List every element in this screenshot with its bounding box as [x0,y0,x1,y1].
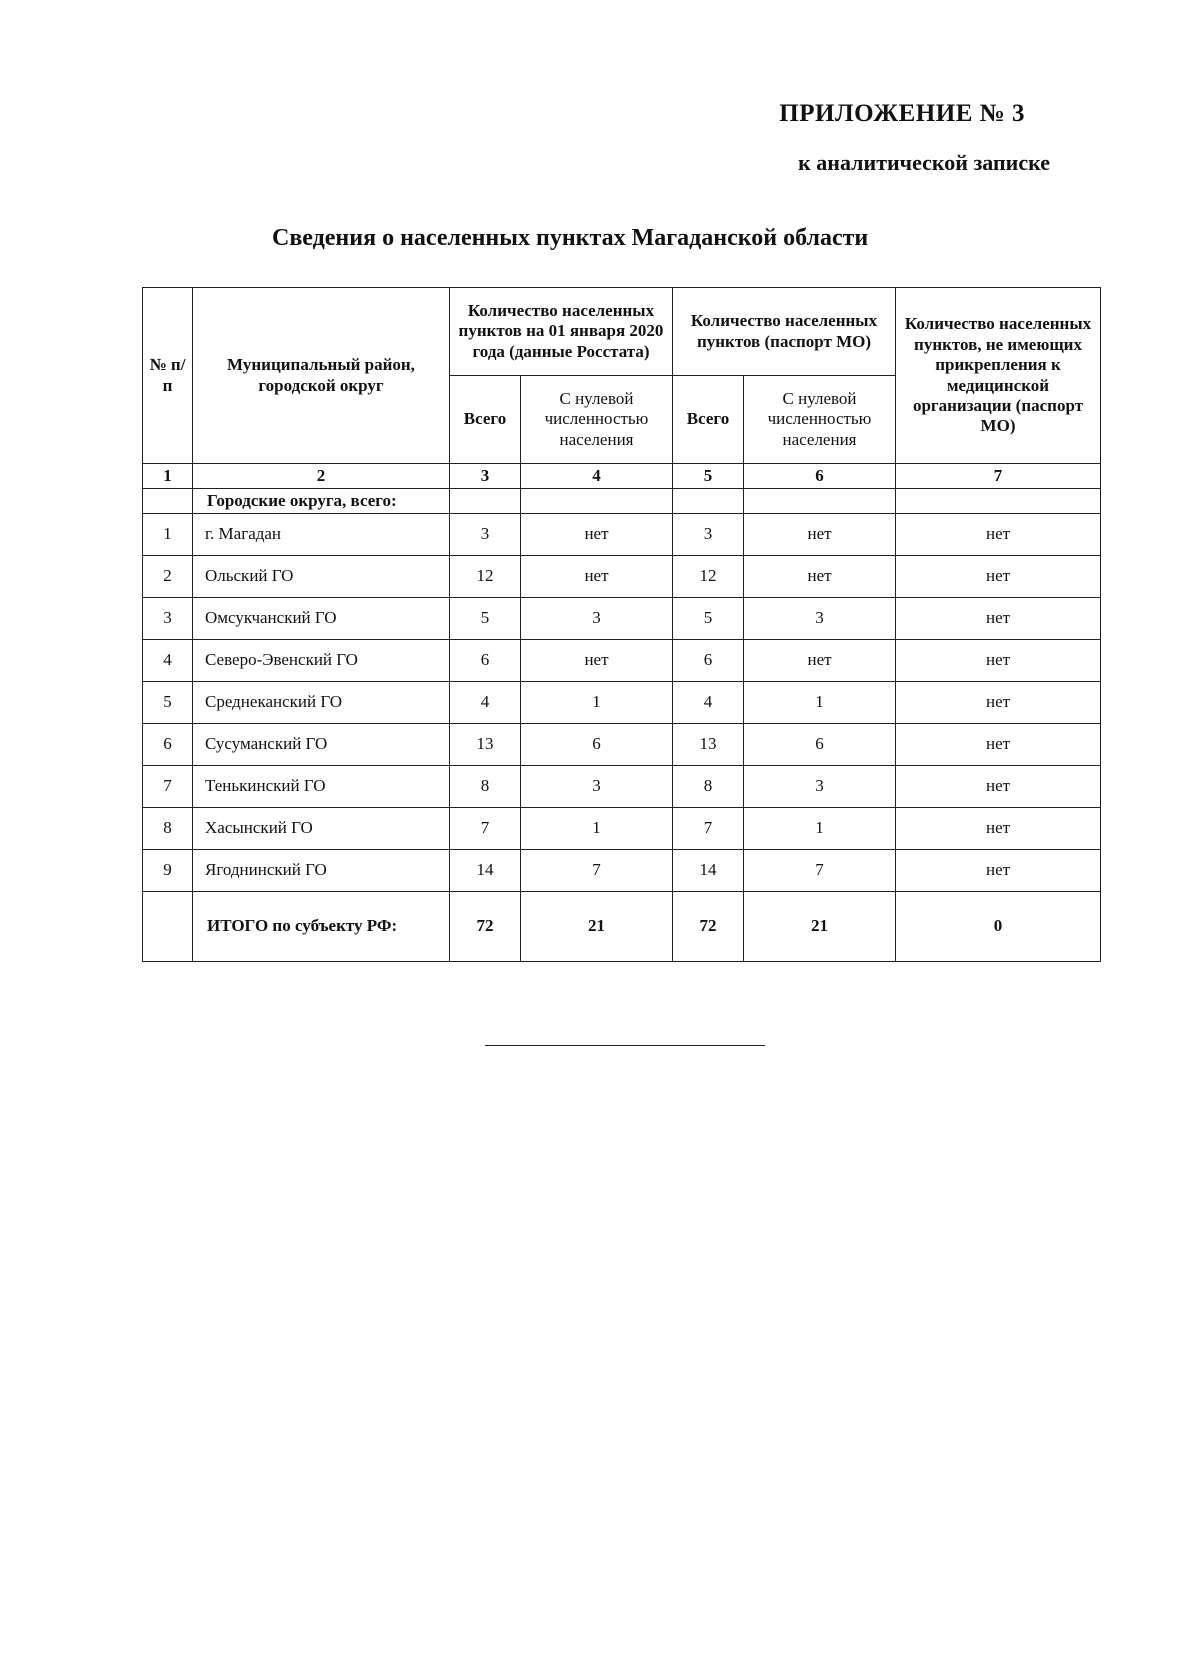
rosstat-zero-cell: 3 [521,598,673,640]
rosstat-total-cell: 7 [450,808,521,850]
appendix-subtitle: к аналитической записке [798,150,1050,175]
district-name-cell: Тенькинский ГО [193,766,450,808]
row-number-cell: 8 [143,808,193,850]
total-value-cell: 21 [744,892,896,962]
table-row [143,766,1101,808]
col-header-passport-zero: С нулевой численностью населения [744,376,896,464]
column-number: 7 [896,464,1101,489]
no-attachment-cell: нет [896,514,1101,556]
rosstat-total-cell: 12 [450,556,521,598]
total-label: ИТОГО по субъекту РФ: [193,892,450,962]
column-number: 6 [744,464,896,489]
passport-total-cell: 7 [673,808,744,850]
table-row [143,556,1101,598]
passport-zero-cell: нет [744,556,896,598]
row-number-cell: 4 [143,640,193,682]
column-number-row [143,464,1101,489]
row-number-cell: 6 [143,724,193,766]
district-name-cell: Ягоднинский ГО [193,850,450,892]
rosstat-total-cell: 8 [450,766,521,808]
passport-total-cell: 8 [673,766,744,808]
table-row [143,514,1101,556]
total-value-cell: 21 [521,892,673,962]
passport-total-cell: 12 [673,556,744,598]
total-cell-empty [143,892,193,962]
col-header-rosstat-zero: С нулевой численностью населения [521,376,673,464]
section-cell-empty [521,489,673,514]
rosstat-zero-cell: 1 [521,682,673,724]
rosstat-zero-cell: 1 [521,808,673,850]
table-row [143,598,1101,640]
col-header-rosstat-total: Всего [450,376,521,464]
col-header-district: Муниципальный район, городской округ [193,288,450,464]
no-attachment-cell: нет [896,808,1101,850]
district-name-cell: Среднеканский ГО [193,682,450,724]
no-attachment-cell: нет [896,640,1101,682]
section-cell-empty [450,489,521,514]
passport-total-cell: 5 [673,598,744,640]
total-row [143,892,1101,962]
district-name-cell: г. Магадан [193,514,450,556]
section-cell-empty [143,489,193,514]
rosstat-total-cell: 4 [450,682,521,724]
passport-total-cell: 3 [673,514,744,556]
table-row [143,850,1101,892]
district-name-cell: Ольский ГО [193,556,450,598]
settlements-table [142,287,1101,962]
section-cell-empty [744,489,896,514]
passport-zero-cell: 1 [744,808,896,850]
rosstat-total-cell: 3 [450,514,521,556]
rosstat-zero-cell: нет [521,556,673,598]
district-name-cell: Северо-Эвенский ГО [193,640,450,682]
column-number: 5 [673,464,744,489]
table-header [143,288,1101,464]
section-cell-empty [896,489,1101,514]
rosstat-zero-cell: 6 [521,724,673,766]
row-number-cell: 7 [143,766,193,808]
row-number-cell: 3 [143,598,193,640]
row-number-cell: 1 [143,514,193,556]
col-header-passport: Количество населенных пунктов (паспорт МО) [673,288,896,376]
col-header-no-attachment: Количество населенных пунктов, не имеющих прикрепления к медицинской организации (паспорт МО) [896,288,1101,464]
passport-zero-cell: 1 [744,682,896,724]
passport-total-cell: 14 [673,850,744,892]
table-row [143,808,1101,850]
column-number: 4 [521,464,673,489]
rosstat-zero-cell: нет [521,640,673,682]
district-name-cell: Хасынский ГО [193,808,450,850]
passport-zero-cell: нет [744,514,896,556]
no-attachment-cell: нет [896,682,1101,724]
col-header-passport-total: Всего [673,376,744,464]
column-number: 3 [450,464,521,489]
section-row [143,489,1101,514]
total-value-cell: 72 [673,892,744,962]
no-attachment-cell: нет [896,850,1101,892]
rosstat-total-cell: 5 [450,598,521,640]
column-number: 1 [143,464,193,489]
total-value-cell: 72 [450,892,521,962]
no-attachment-cell: нет [896,724,1101,766]
passport-zero-cell: 3 [744,598,896,640]
column-number: 2 [193,464,450,489]
section-cell-empty [673,489,744,514]
passport-zero-cell: 7 [744,850,896,892]
appendix-title: ПРИЛОЖЕНИЕ № 3 [779,100,1025,127]
total-value-cell: 0 [896,892,1101,962]
rosstat-total-cell: 13 [450,724,521,766]
rosstat-total-cell: 14 [450,850,521,892]
row-number-cell: 5 [143,682,193,724]
district-name-cell: Сусуманский ГО [193,724,450,766]
document-title: Сведения о населенных пунктах Магаданской области [272,225,869,251]
col-header-num: № п/п [143,288,193,464]
table-row [143,724,1101,766]
row-number-cell: 9 [143,850,193,892]
no-attachment-cell: нет [896,766,1101,808]
passport-zero-cell: 6 [744,724,896,766]
passport-zero-cell: 3 [744,766,896,808]
table-body [143,464,1101,962]
rosstat-zero-cell: 7 [521,850,673,892]
passport-total-cell: 13 [673,724,744,766]
rosstat-zero-cell: 3 [521,766,673,808]
section-label: Городские округа, всего: [193,489,450,514]
passport-total-cell: 4 [673,682,744,724]
rosstat-total-cell: 6 [450,640,521,682]
row-number-cell: 2 [143,556,193,598]
district-name-cell: Омсукчанский ГО [193,598,450,640]
table-row [143,640,1101,682]
table-row [143,682,1101,724]
passport-total-cell: 6 [673,640,744,682]
closing-rule [485,1045,765,1046]
no-attachment-cell: нет [896,598,1101,640]
no-attachment-cell: нет [896,556,1101,598]
col-header-rosstat: Количество населенных пунктов на 01 января 2020 года (данные Росстата) [450,288,673,376]
rosstat-zero-cell: нет [521,514,673,556]
passport-zero-cell: нет [744,640,896,682]
